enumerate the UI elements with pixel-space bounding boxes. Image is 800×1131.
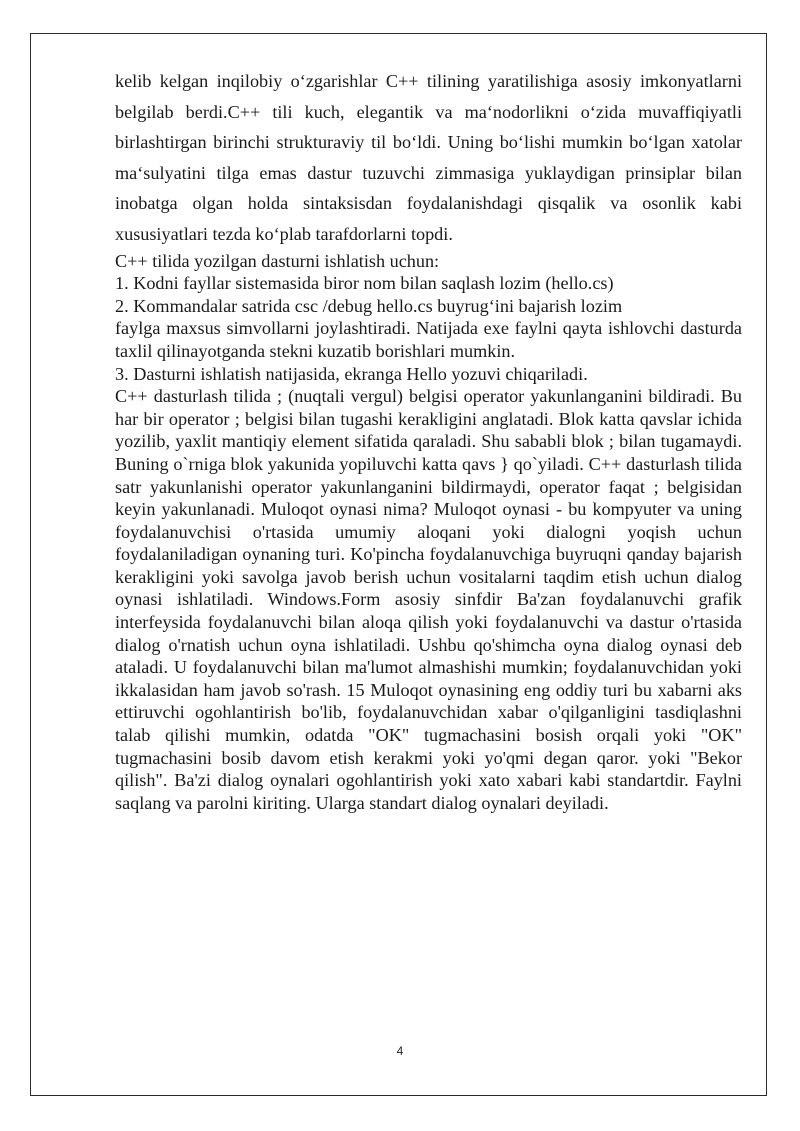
paragraph-cpp-history: kelib kelgan inqilobiy o‘zgarishlar C++ tilining yaratilishiga asosiy imkonyatlarni belgilab berdi.C++ tili kuch, elegantik va ma‘nodorlikni o‘zida muvaffiqiyatli birlashtirgan birinchi strukturaviy til bo‘ldi. Uning bo‘lishi mumkin bo‘lgan xatolar ma‘sulyatini tilga emas dastur tuzuvchi zimmasiga yuklaydigan prinsiplar bilan inobatga olgan holda sintaksisdan foydalanishdagi qisqalik va osonlik kabi xususiyatlari tezda ko‘plab tarafdorlarni topdi. — [115, 71, 742, 244]
paragraph-group-2 — [115, 250, 742, 815]
list-item-step-3: 3. Dasturni ishlatish natijasida, ekranga Hello yozuvi chiqariladi. — [115, 363, 588, 384]
page-number: 4 — [396, 1044, 404, 1058]
paragraph-semicolon-dialog: C++ dasturlash tilida ; (nuqtali vergul) belgisi operator yakunlanganini bildiradi. Bu har bir operator ; belgisi bilan tugashi kerakligini anglatadi. Blok katta qavslar ichida yozilib, yaxlit mantiqiy element sifatida qaraladi. Shu sababli blok ; bilan tugamaydi. Buning o`rniga blok yakunida yopiluvchi katta qavs } qo`yiladi. C++ dasturlash tilida satr yakunlanishi operator yakunlanganini bildirmaydi, operator faqat ; belgisidan keyin yakunlanadi. Muloqot oynasi nima? Muloqot oynasi - bu kompyuter va uning foydalanuvchisi o'rtasida umumiy aloqani yoki dialogni yoqish uchun foydalaniladigan oynaning turi. Ko'pincha foydalanuvchiga buyruqni qanday bajarish kerakligini yoki savolga javob berish uchun vositalarni taqdim etish uchun dialog oynasi ishlatiladi. Windows.Form asosiy sinfdir Ba'zan foydalanuvchi grafik interfeysida foydalanuvchi bilan aloqa qilish yoki foydalanuvchi va dastur o'rtasida dialog o'rnatish uchun oyna ishlatiladi. Ushbu qo'shimcha oyna dialog oynasi deb ataladi. U foydalanuvchi bilan ma'lumot almashishi mumkin; foydalanuvchidan yoki ikkalasidan ham javob so'rash. 15 Muloqot oynasining eng oddiy turi bu xabarni aks ettiruvchi ogohlantirish bo'lib, foydalanuvchidan xabar o'qilganligini tasdiqlashni talab qilishi mumkin, odatda "OK" tugmachasini bosish orqali yoki "OK" tugmachasini bosib davom etish kerakmi yoki yo'qmi degan qaror. yoki "Bekor qilish". Ba'zi dialog oynalari ogohlantirish yoki xato xabari kabi standartdir. Faylni saqlang va parolni kiriting. Ularga standart dialog oynalari deyiladi. — [115, 386, 742, 813]
page-content — [115, 66, 742, 814]
list-item-step-1: 1. Kodni fayllar sistemasida biror nom bilan saqlash lozim (hello.cs) — [115, 273, 614, 294]
paragraph-group-1 — [115, 66, 742, 250]
list-item-step-2: 2. Kommandalar satrida csc /debug hello.cs buyrug‘ini bajarish lozim — [115, 295, 623, 316]
paragraph-step-2-continuation: faylga maxsus simvollarni joylashtiradi. Natijada exe faylni qayta ishlovchi dasturda taxlil qilinayotganda stekni kuzatib borishlari mumkin. — [115, 318, 742, 361]
paragraph-run-intro: C++ tilida yozilgan dasturni ishlatish uchun: — [115, 250, 440, 271]
